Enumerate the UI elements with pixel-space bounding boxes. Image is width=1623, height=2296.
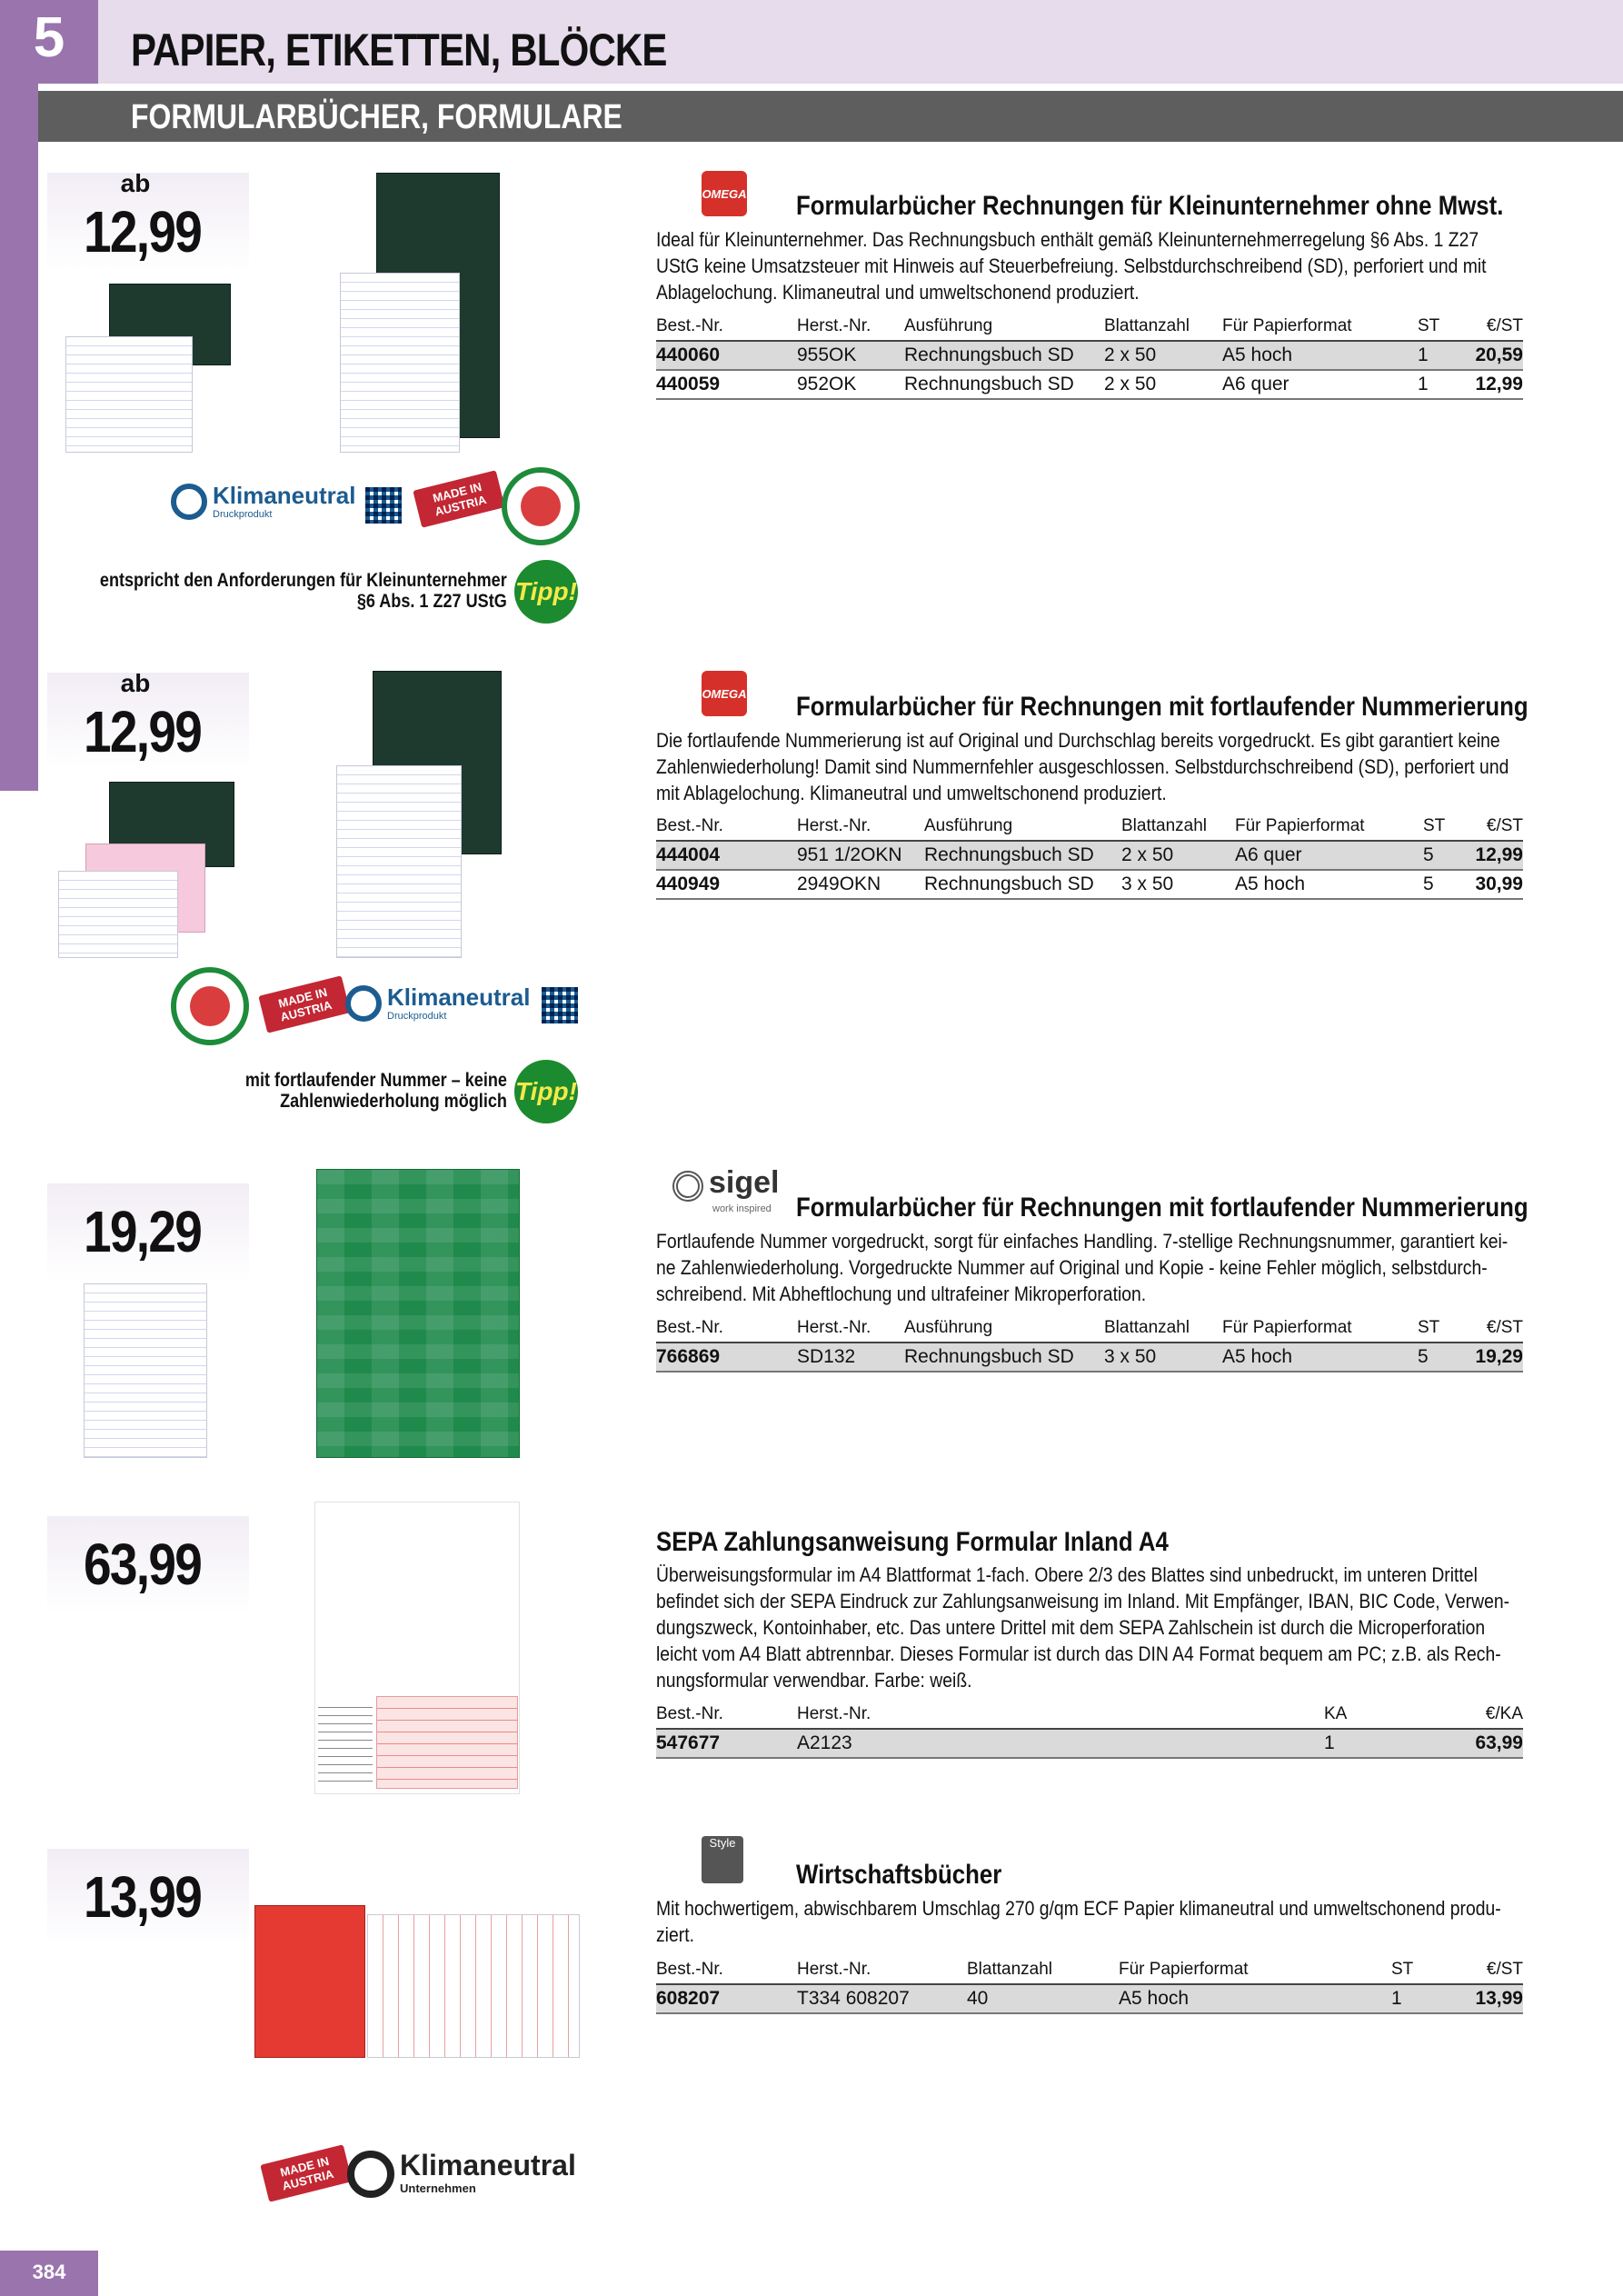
- made-in-austria-badge: MADE IN AUSTRIA: [258, 975, 350, 1033]
- col-header: Ausführung: [904, 1314, 1104, 1343]
- col-header: Für Papierformat: [1222, 313, 1418, 341]
- product-title: SEPA Zahlungsanweisung Formular Inland A4: [656, 1527, 1169, 1557]
- cell: A5 hoch: [1235, 870, 1423, 899]
- col-header: Best.-Nr.: [656, 813, 797, 841]
- quality-seal-icon: [502, 467, 580, 545]
- cell: A5 hoch: [1222, 341, 1418, 370]
- page-number: 384: [32, 2261, 66, 2283]
- cell: 440059: [656, 370, 797, 399]
- description-line: Ideal für Kleinunternehmer. Das Rechnungsbuch enthält gemäß Kleinunternehmerregelung §6 Abs. 1 Z27: [656, 228, 1479, 251]
- omega-logo-icon: OMEGA: [702, 671, 747, 716]
- col-header: €/ST: [1469, 813, 1523, 841]
- spec-table: [656, 1701, 1523, 1759]
- cell: 1: [1418, 341, 1463, 370]
- cell: Rechnungsbuch SD: [904, 1343, 1104, 1372]
- klima-icon: [345, 985, 382, 1022]
- description-line: Mit hochwertigem, abwischbarem Umschlag 270 g/qm ECF Papier klimaneutral und umweltschonend produ-: [656, 1897, 1501, 1920]
- col-header: Für Papierformat: [1119, 1956, 1391, 1984]
- description-line: Fortlaufende Nummer vorgedruckt, sorgt für einfaches Handling. 7-stellige Rechnungsnummer, garantiert kei-: [656, 1230, 1508, 1253]
- product-description: [656, 1895, 1501, 1948]
- description-line: nungsformular verwendbar. Farbe: weiß.: [656, 1669, 972, 1692]
- col-header: Blattanzahl: [967, 1956, 1119, 1984]
- cell: SD132: [797, 1343, 904, 1372]
- col-header: ST: [1423, 813, 1469, 841]
- sidebar-accent: [0, 0, 38, 791]
- cell: 12,99: [1463, 370, 1523, 399]
- col-header: KA: [1324, 1701, 1415, 1729]
- product-description: [656, 1562, 1510, 1693]
- cell: 955OK: [797, 341, 904, 370]
- tipp-line: §6 Abs. 1 Z27 UStG: [357, 591, 507, 612]
- tipp-text: [245, 1070, 507, 1112]
- col-header: Für Papierformat: [1235, 813, 1423, 841]
- col-header: ST: [1418, 313, 1463, 341]
- spec-table: [656, 1314, 1523, 1373]
- cell: 444004: [656, 841, 797, 870]
- cell: 2 x 50: [1104, 370, 1222, 399]
- col-header: Best.-Nr.: [656, 1956, 797, 1984]
- col-header: ST: [1418, 1314, 1463, 1343]
- col-header: Best.-Nr.: [656, 313, 797, 341]
- product-image-form: [336, 765, 462, 958]
- omega-logo-icon: OMEGA: [702, 171, 747, 216]
- col-header: Blattanzahl: [1104, 313, 1222, 341]
- col-header: ST: [1391, 1956, 1437, 1984]
- col-header: Blattanzahl: [1121, 813, 1235, 841]
- col-header: Herst.-Nr.: [797, 1956, 967, 1984]
- klima-sub: Unternehmen: [400, 2181, 476, 2195]
- description-line: befindet sich der SEPA Eindruck zur Zahlungsanweisung im Inland. Mit Empfänger, IBAN, BIC Code, Verwen-: [656, 1590, 1510, 1612]
- col-header: €/KA: [1415, 1701, 1523, 1729]
- col-header: Ausführung: [904, 313, 1104, 341]
- product-title: Wirtschaftsbücher: [796, 1860, 1002, 1890]
- col-header: Herst.-Nr.: [797, 1701, 1324, 1729]
- col-header: Für Papierformat: [1222, 1314, 1418, 1343]
- qr-code-icon: [365, 487, 402, 524]
- tipp-line: mit fortlaufender Nummer – keine: [244, 1070, 507, 1091]
- col-header: Herst.-Nr.: [797, 313, 904, 341]
- product-description: [656, 727, 1509, 806]
- col-header: Blattanzahl: [1104, 1314, 1222, 1343]
- cell: A6 quer: [1222, 370, 1418, 399]
- table-row: [656, 1343, 1523, 1372]
- sigel-logo-icon: [672, 1171, 703, 1202]
- price-prefix: ab: [120, 669, 151, 697]
- cell: A5 hoch: [1119, 1984, 1391, 2013]
- klima-sub: Druckprodukt: [213, 509, 273, 520]
- cell: 12,99: [1469, 841, 1523, 870]
- col-header: Ausführung: [924, 813, 1121, 841]
- sepa-form-slip: [376, 1696, 518, 1789]
- product-description: [656, 226, 1487, 305]
- cell: A5 hoch: [1222, 1343, 1418, 1372]
- cell: 13,99: [1437, 1984, 1523, 2013]
- price: 12,99: [84, 699, 202, 764]
- product-image-ledger: [367, 1914, 580, 2058]
- cell: 3 x 50: [1104, 1343, 1222, 1372]
- product-image-book: [316, 1169, 520, 1458]
- description-line: ne Zahlenwiederholung. Vorgedruckte Nummer auf Original und Kopie - keine Fehler möglich, selbstdurch-: [656, 1256, 1488, 1279]
- cell: 5: [1423, 870, 1469, 899]
- description-line: dungszweck, Kontoinhaber, etc. Das untere Drittel mit dem SEPA Zahlschein ist durch die Microperforation: [656, 1616, 1486, 1639]
- product-image-form: [58, 871, 178, 958]
- made-in-austria-badge: MADE IN AUSTRIA: [413, 470, 504, 527]
- price: 19,29: [84, 1199, 202, 1264]
- klima-icon: [171, 484, 207, 520]
- product-description: [656, 1228, 1508, 1307]
- description-line: Überweisungsformular im A4 Blattformat 1-fach. Obere 2/3 des Blattes sind unbedruckt, im unteren Drittel: [656, 1563, 1478, 1586]
- cell: A2123: [797, 1729, 1324, 1758]
- klima-label: Klimaneutral: [400, 2149, 576, 2181]
- product-image-form: [84, 1283, 207, 1458]
- product-image-form: [340, 273, 460, 453]
- table-row: [656, 1984, 1523, 2013]
- klima-label: Klimaneutral: [213, 482, 356, 509]
- price: 12,99: [84, 199, 202, 265]
- cell: Rechnungsbuch SD: [904, 370, 1104, 399]
- product-title: Formularbücher Rechnungen für Kleinunternehmer ohne Mwst.: [796, 191, 1504, 221]
- cell: 1: [1418, 370, 1463, 399]
- cell: 2 x 50: [1121, 841, 1235, 870]
- description-line: schreibend. Mit Abheftlochung und ultrafeiner Mikroperforation.: [656, 1283, 1147, 1305]
- table-row: [656, 841, 1523, 870]
- klima-sub: Druckprodukt: [387, 1011, 447, 1022]
- table-row: [656, 870, 1523, 899]
- sepa-form-left: [318, 1700, 373, 1783]
- cell: 3 x 50: [1121, 870, 1235, 899]
- tipp-badge: Tipp!: [514, 560, 578, 624]
- tipp-line: Zahlenwiederholung möglich: [280, 1091, 507, 1112]
- style-logo-icon: [702, 1836, 743, 1883]
- cell: Rechnungsbuch SD: [924, 841, 1121, 870]
- cell: 5: [1418, 1343, 1463, 1372]
- product-image-book: [254, 1905, 365, 2058]
- spec-table: [656, 1956, 1523, 2014]
- cell: 766869: [656, 1343, 797, 1372]
- table-row: [656, 370, 1523, 399]
- cell: 40: [967, 1984, 1119, 2013]
- cell: 1: [1324, 1729, 1415, 1758]
- cell: Rechnungsbuch SD: [924, 870, 1121, 899]
- cell: Rechnungsbuch SD: [904, 341, 1104, 370]
- description-line: Ablagelochung. Klimaneutral und umweltschonend produziert.: [656, 281, 1140, 304]
- cell: A6 quer: [1235, 841, 1423, 870]
- tipp-line: entspricht den Anforderungen für Kleinunternehmer: [100, 570, 507, 591]
- price: 63,99: [84, 1532, 202, 1597]
- col-header: Herst.-Nr.: [797, 813, 924, 841]
- product-title: Formularbücher für Rechnungen mit fortlaufender Nummerierung: [796, 692, 1528, 722]
- description-line: UStG keine Umsatzsteuer mit Hinweis auf Steuerbefreiung. Selbstdurchschreibend (SD), perforiert und mit: [656, 255, 1487, 277]
- spec-table: [656, 313, 1523, 400]
- table-row: [656, 1729, 1523, 1758]
- cell: 547677: [656, 1729, 797, 1758]
- price: 13,99: [84, 1864, 202, 1930]
- col-header: Best.-Nr.: [656, 1314, 797, 1343]
- quality-seal-icon: [171, 967, 249, 1045]
- cell: 2949OKN: [797, 870, 924, 899]
- product-title: Formularbücher für Rechnungen mit fortlaufender Nummerierung: [796, 1193, 1528, 1223]
- cell: 952OK: [797, 370, 904, 399]
- qr-code-icon: [542, 987, 578, 1023]
- brand-logo: sigel: [709, 1165, 780, 1200]
- description-line: mit Ablagelochung. Klimaneutral und umweltschonend produziert.: [656, 782, 1167, 804]
- klima-label: Klimaneutral: [387, 983, 531, 1011]
- col-header: €/ST: [1463, 1314, 1523, 1343]
- cell: 440949: [656, 870, 797, 899]
- cell: T334 608207: [797, 1984, 967, 2013]
- tipp-badge: Tipp!: [514, 1060, 578, 1123]
- cell: 1: [1391, 1984, 1437, 2013]
- cell: 19,29: [1463, 1343, 1523, 1372]
- col-header: Best.-Nr.: [656, 1701, 797, 1729]
- table-row: [656, 341, 1523, 370]
- col-header: €/ST: [1463, 313, 1523, 341]
- made-in-austria-badge: MADE IN AUSTRIA: [260, 2144, 352, 2201]
- col-header: Herst.-Nr.: [797, 1314, 904, 1343]
- brand-logo: Style: [709, 1836, 736, 1850]
- section-title: FORMULARBÜCHER, FORMULARE: [131, 98, 622, 136]
- cell: 2 x 50: [1104, 341, 1222, 370]
- cell: 608207: [656, 1984, 797, 2013]
- product-image-form: [65, 336, 193, 453]
- cell: 63,99: [1415, 1729, 1523, 1758]
- cell: 951 1/2OKN: [797, 841, 924, 870]
- description-line: leicht vom A4 Blatt abtrennbar. Dieses Formular ist durch das DIN A4 Format bequem am PC; z.B. als Rech-: [656, 1642, 1501, 1665]
- cell: 5: [1423, 841, 1469, 870]
- description-line: Die fortlaufende Nummerierung ist auf Original und Durchschlag bereits vorgedruckt. Es gibt garantiert keine: [656, 729, 1500, 752]
- description-line: ziert.: [656, 1923, 694, 1946]
- brand-tagline: work inspired: [712, 1203, 772, 1214]
- tipp-text: [100, 570, 507, 612]
- cell: 440060: [656, 341, 797, 370]
- chapter-number: 5: [33, 6, 65, 69]
- page-title: PAPIER, ETIKETTEN, BLÖCKE: [131, 25, 667, 75]
- cell: 30,99: [1469, 870, 1523, 899]
- col-header: €/ST: [1437, 1956, 1523, 1984]
- klima-icon: [347, 2151, 394, 2198]
- cell: 20,59: [1463, 341, 1523, 370]
- price-prefix: ab: [120, 169, 151, 197]
- spec-table: [656, 813, 1523, 900]
- description-line: Zahlenwiederholung! Damit sind Nummernfehler ausgeschlossen. Selbstdurchschreibend (SD), perforiert und: [656, 755, 1509, 778]
